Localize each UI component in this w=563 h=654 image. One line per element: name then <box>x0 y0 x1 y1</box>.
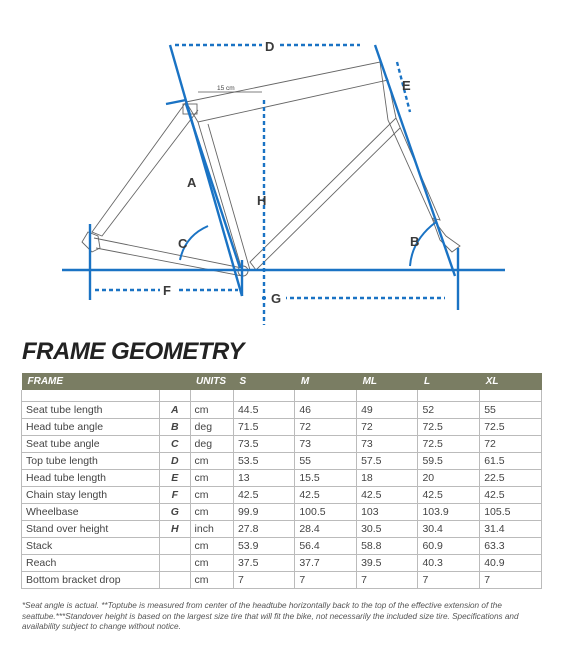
row-value: 37.7 <box>295 555 357 572</box>
row-value: 61.5 <box>480 453 542 470</box>
row-value: 73.5 <box>233 436 294 453</box>
row-value: 42.5 <box>233 487 294 504</box>
label-h: H <box>257 193 267 208</box>
row-name: Top tube length <box>22 453 160 470</box>
spacer-row <box>22 390 542 402</box>
row-value: 37.5 <box>233 555 294 572</box>
row-value: 103.9 <box>418 504 480 521</box>
row-unit: cm <box>190 402 233 419</box>
row-value: 30.4 <box>418 521 480 538</box>
row-code: C <box>160 436 190 453</box>
row-name: Chain stay length <box>22 487 160 504</box>
row-code: E <box>160 470 190 487</box>
row-code <box>160 555 190 572</box>
row-unit: deg <box>190 419 233 436</box>
table-row <box>22 402 542 419</box>
row-unit: cm <box>190 470 233 487</box>
row-unit: cm <box>190 487 233 504</box>
row-code <box>160 538 190 555</box>
row-value: 72 <box>480 436 542 453</box>
row-value: 7 <box>357 572 418 589</box>
table-row <box>22 555 542 572</box>
row-value: 40.3 <box>418 555 480 572</box>
row-value: 72 <box>357 419 418 436</box>
row-value: 53.5 <box>233 453 294 470</box>
row-value: 63.3 <box>480 538 542 555</box>
label-b: B <box>410 234 420 249</box>
dimension-lines <box>62 45 505 325</box>
row-value: 53.9 <box>233 538 294 555</box>
page-title: FRAME GEOMETRY <box>22 338 244 365</box>
row-value: 103 <box>357 504 418 521</box>
row-value: 71.5 <box>233 419 294 436</box>
table-row <box>22 538 542 555</box>
row-value: 40.9 <box>480 555 542 572</box>
row-unit: cm <box>190 504 233 521</box>
label-a: A <box>187 175 197 190</box>
row-code: B <box>160 419 190 436</box>
row-unit: cm <box>190 453 233 470</box>
row-name: Bottom bracket drop <box>22 572 160 589</box>
row-value: 60.9 <box>418 538 480 555</box>
row-code: A <box>160 402 190 419</box>
row-value: 18 <box>357 470 418 487</box>
footnote: *Seat angle is actual. **Toptube is measured from center of the headtube horizontally back to the top of the effective extension of the seattube.***Standover height is based on the largest size tire that will fit the bike, not necessarily the included size tire. Specifications and availability subject to change without notice. <box>22 601 519 631</box>
column-header: M <box>295 373 357 390</box>
row-code: F <box>160 487 190 504</box>
row-value: 49 <box>357 402 418 419</box>
row-value: 100.5 <box>295 504 357 521</box>
label-e: E <box>402 78 411 93</box>
column-header: FRAME <box>22 373 160 390</box>
label-f: F <box>163 283 171 298</box>
column-header: ML <box>357 373 418 390</box>
frame-geometry-table <box>21 373 542 589</box>
row-unit: deg <box>190 436 233 453</box>
row-code: H <box>160 521 190 538</box>
table-row <box>22 521 542 538</box>
row-code <box>160 572 190 589</box>
row-value: 44.5 <box>233 402 294 419</box>
row-value: 73 <box>357 436 418 453</box>
row-value: 59.5 <box>418 453 480 470</box>
row-unit: inch <box>190 521 233 538</box>
row-value: 20 <box>418 470 480 487</box>
row-name: Head tube length <box>22 470 160 487</box>
row-name: Seat tube length <box>22 402 160 419</box>
row-value: 46 <box>295 402 357 419</box>
row-unit: cm <box>190 555 233 572</box>
row-unit: cm <box>190 572 233 589</box>
column-header: XL <box>480 373 542 390</box>
table-row <box>22 572 542 589</box>
row-value: 99.9 <box>233 504 294 521</box>
row-value: 39.5 <box>357 555 418 572</box>
row-value: 73 <box>295 436 357 453</box>
row-value: 13 <box>233 470 294 487</box>
table-row <box>22 487 542 504</box>
label-c: C <box>178 236 188 251</box>
row-name: Stand over height <box>22 521 160 538</box>
row-name: Wheelbase <box>22 504 160 521</box>
row-value: 55 <box>295 453 357 470</box>
row-name: Reach <box>22 555 160 572</box>
row-code: D <box>160 453 190 470</box>
row-value: 42.5 <box>418 487 480 504</box>
dimension-labels <box>160 38 419 306</box>
row-value: 27.8 <box>233 521 294 538</box>
column-header <box>160 373 190 390</box>
table-row <box>22 504 542 521</box>
row-value: 72.5 <box>418 419 480 436</box>
row-value: 42.5 <box>295 487 357 504</box>
row-value: 55 <box>480 402 542 419</box>
row-value: 28.4 <box>295 521 357 538</box>
table-row <box>22 419 542 436</box>
row-value: 42.5 <box>357 487 418 504</box>
bike-frame-outline <box>82 62 460 276</box>
row-value: 31.4 <box>480 521 542 538</box>
row-value: 58.8 <box>357 538 418 555</box>
row-code: G <box>160 504 190 521</box>
row-value: 57.5 <box>357 453 418 470</box>
row-name: Stack <box>22 538 160 555</box>
svg-text:15 cm: 15 cm <box>217 85 235 92</box>
table-row <box>22 436 542 453</box>
table-header-row <box>22 373 542 390</box>
row-value: 72.5 <box>418 436 480 453</box>
row-value: 72 <box>295 419 357 436</box>
column-header: UNITS <box>190 373 233 390</box>
row-value: 7 <box>480 572 542 589</box>
table-row <box>22 453 542 470</box>
column-header: S <box>233 373 294 390</box>
row-value: 7 <box>295 572 357 589</box>
row-unit: cm <box>190 538 233 555</box>
row-value: 7 <box>233 572 294 589</box>
row-value: 42.5 <box>480 487 542 504</box>
column-header: L <box>418 373 480 390</box>
row-value: 105.5 <box>480 504 542 521</box>
row-value: 52 <box>418 402 480 419</box>
row-name: Head tube angle <box>22 419 160 436</box>
row-name: Seat tube angle <box>22 436 160 453</box>
row-value: 7 <box>418 572 480 589</box>
table-row <box>22 470 542 487</box>
row-value: 15.5 <box>295 470 357 487</box>
row-value: 22.5 <box>480 470 542 487</box>
label-g: G <box>271 291 282 306</box>
label-d: D <box>265 39 275 54</box>
row-value: 72.5 <box>480 419 542 436</box>
row-value: 30.5 <box>357 521 418 538</box>
row-value: 56.4 <box>295 538 357 555</box>
